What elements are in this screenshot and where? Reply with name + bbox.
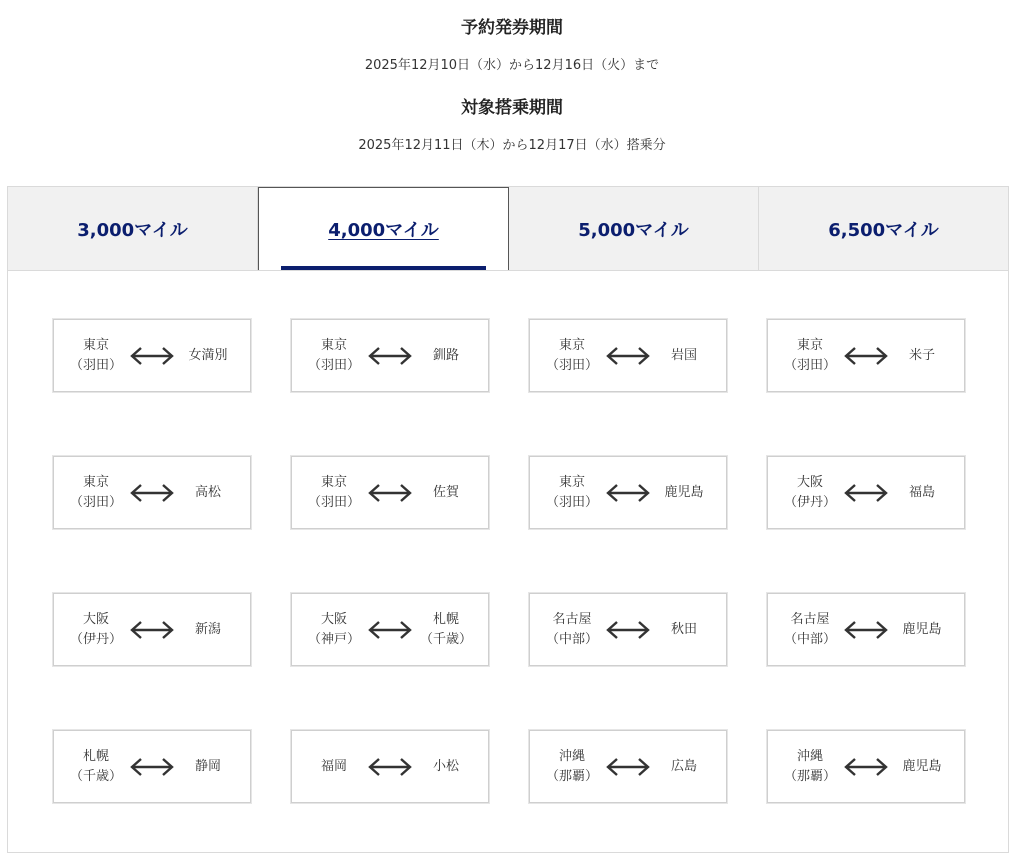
tab-label: 3,000マイル — [77, 219, 188, 241]
route-destination — [178, 620, 238, 640]
route-card[interactable] — [767, 730, 965, 803]
destination-line: 鹿児島 — [902, 621, 942, 637]
route-destination — [654, 620, 714, 640]
destination-line: 高松 — [194, 484, 221, 500]
route-origin — [780, 747, 840, 787]
route-card[interactable] — [529, 456, 727, 529]
destination-line: 秋田 — [670, 621, 697, 637]
route-destination — [654, 757, 714, 777]
origin-line: （羽田） — [307, 494, 360, 510]
route-card[interactable] — [767, 456, 965, 529]
destination-line: 佐賀 — [432, 484, 459, 500]
destination-line: 女満別 — [188, 347, 228, 363]
route-card[interactable] — [529, 730, 727, 803]
route-destination — [416, 610, 476, 650]
route-destination — [178, 757, 238, 777]
origin-line: （千歳） — [69, 768, 122, 784]
double-arrow-icon — [128, 344, 176, 368]
route-card[interactable] — [291, 593, 489, 666]
origin-line: （羽田） — [69, 494, 122, 510]
origin-line: （伊丹） — [69, 631, 122, 647]
tab-3000-miles[interactable] — [8, 187, 258, 270]
double-arrow-icon — [604, 344, 652, 368]
origin-line: （中部） — [783, 631, 836, 647]
origin-line: 大阪 — [796, 474, 823, 490]
double-arrow-icon — [366, 618, 414, 642]
destination-line: 鹿児島 — [902, 758, 942, 774]
double-arrow-icon — [128, 481, 176, 505]
origin-line: （羽田） — [783, 357, 836, 373]
route-origin — [304, 757, 364, 777]
origin-line: （羽田） — [545, 357, 598, 373]
route-origin — [542, 610, 602, 650]
route-origin — [304, 610, 364, 650]
tab-6500-miles[interactable] — [759, 187, 1008, 270]
destination-line: 小松 — [432, 758, 459, 774]
route-origin — [542, 336, 602, 376]
origin-line: （神戸） — [307, 631, 360, 647]
destination-line: （千歳） — [419, 631, 472, 647]
destination-line: 鹿児島 — [664, 484, 704, 500]
tab-5000-miles[interactable] — [509, 187, 759, 270]
tab-label: 5,000マイル — [578, 219, 689, 241]
origin-line: 福岡 — [320, 758, 347, 774]
route-card[interactable] — [53, 456, 251, 529]
route-destination — [892, 620, 952, 640]
route-destination — [178, 483, 238, 503]
origin-line: （羽田） — [307, 357, 360, 373]
route-card[interactable] — [53, 730, 251, 803]
double-arrow-icon — [604, 618, 652, 642]
origin-line: 大阪 — [320, 611, 347, 627]
flight-period-text: 2025年12月11日（木）から12月17日（水）搭乗分 — [358, 138, 666, 153]
destination-line: 新潟 — [194, 621, 221, 637]
tab-label: 4,000マイル — [328, 220, 439, 241]
routes-panel — [7, 270, 1009, 853]
origin-line: （那覇） — [783, 768, 836, 784]
tab-4000-miles[interactable] — [258, 187, 509, 271]
destination-line: 広島 — [670, 758, 697, 774]
route-card[interactable] — [529, 593, 727, 666]
origin-line: 東京 — [320, 474, 347, 490]
origin-line: 東京 — [82, 337, 109, 353]
origin-line: 札幌 — [82, 748, 109, 764]
origin-line: 沖縄 — [558, 748, 585, 764]
route-destination — [416, 757, 476, 777]
route-card[interactable] — [529, 319, 727, 392]
route-origin — [780, 610, 840, 650]
double-arrow-icon — [842, 344, 890, 368]
route-destination — [892, 483, 952, 503]
route-card[interactable] — [767, 319, 965, 392]
origin-line: （中部） — [545, 631, 598, 647]
origin-line: （那覇） — [545, 768, 598, 784]
route-origin — [66, 473, 126, 513]
route-origin — [542, 747, 602, 787]
origin-line: 東京 — [82, 474, 109, 490]
double-arrow-icon — [604, 755, 652, 779]
route-card[interactable] — [767, 593, 965, 666]
origin-line: 名古屋 — [552, 611, 592, 627]
route-origin — [66, 610, 126, 650]
double-arrow-icon — [842, 481, 890, 505]
route-origin — [780, 473, 840, 513]
double-arrow-icon — [366, 481, 414, 505]
origin-line: 名古屋 — [790, 611, 830, 627]
booking-period-heading: 予約発券期間 — [461, 18, 563, 38]
double-arrow-icon — [604, 481, 652, 505]
route-destination — [178, 346, 238, 366]
route-destination — [654, 346, 714, 366]
origin-line: 東京 — [320, 337, 347, 353]
route-destination — [416, 346, 476, 366]
destination-line: 岩国 — [670, 347, 697, 363]
double-arrow-icon — [128, 755, 176, 779]
double-arrow-icon — [842, 618, 890, 642]
origin-line: 東京 — [558, 474, 585, 490]
route-origin — [66, 336, 126, 376]
double-arrow-icon — [366, 755, 414, 779]
tab-label: 6,500マイル — [828, 219, 939, 241]
double-arrow-icon — [842, 755, 890, 779]
route-card[interactable] — [291, 319, 489, 392]
origin-line: （伊丹） — [783, 494, 836, 510]
destination-line: 札幌 — [432, 611, 459, 627]
booking-period-text: 2025年12月10日（水）から12月16日（火）まで — [364, 58, 660, 73]
destination-line: 静岡 — [194, 758, 221, 774]
flight-period-heading: 対象搭乗期間 — [461, 98, 563, 118]
destination-line: 釧路 — [432, 347, 459, 363]
route-origin — [66, 747, 126, 787]
route-origin — [780, 336, 840, 376]
route-destination — [654, 483, 714, 503]
route-origin — [542, 473, 602, 513]
route-destination — [892, 757, 952, 777]
mileage-tabs — [7, 186, 1009, 270]
route-origin — [304, 336, 364, 376]
double-arrow-icon — [366, 344, 414, 368]
route-destination — [416, 483, 476, 503]
origin-line: 沖縄 — [796, 748, 823, 764]
destination-line: 福島 — [908, 484, 935, 500]
destination-line: 米子 — [908, 347, 935, 363]
route-card[interactable] — [291, 730, 489, 803]
origin-line: （羽田） — [545, 494, 598, 510]
origin-line: 東京 — [558, 337, 585, 353]
origin-line: 東京 — [796, 337, 823, 353]
origin-line: 大阪 — [82, 611, 109, 627]
route-card[interactable] — [53, 319, 251, 392]
double-arrow-icon — [128, 618, 176, 642]
route-grid — [53, 319, 965, 803]
origin-line: （羽田） — [69, 357, 122, 373]
route-destination — [892, 346, 952, 366]
route-origin — [304, 473, 364, 513]
route-card[interactable] — [291, 456, 489, 529]
route-card[interactable] — [53, 593, 251, 666]
